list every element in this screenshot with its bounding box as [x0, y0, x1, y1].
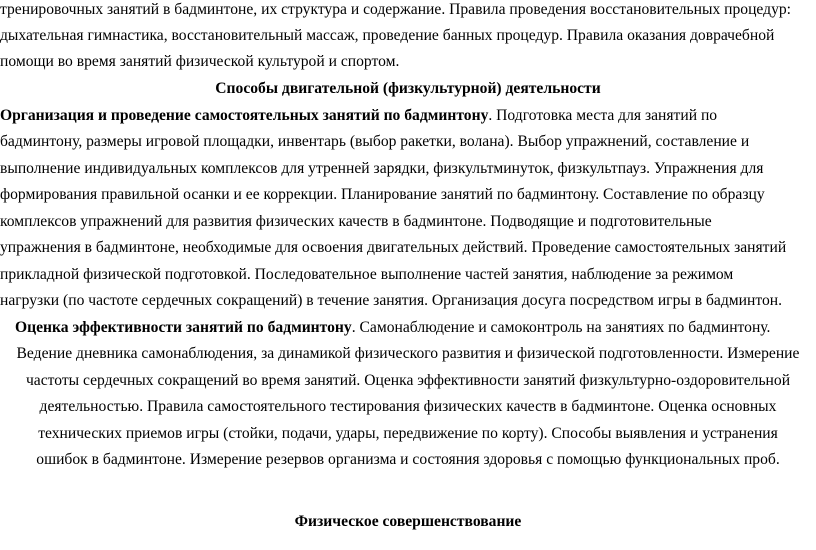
paragraph-line: формирования правильной осанки и ее коррекции. Планирование занятий по бадминтону. Составление по образцу: [0, 186, 765, 203]
paragraph-line: нагрузки (по частоте сердечных сокращений) в течение занятия. Организация досуга посредством игры в бадминтон.: [0, 292, 782, 309]
paragraph-line: деятельностью. Правила самостоятельного тестирования физических качеств в бадминтоне. Оценка основных: [39, 398, 777, 415]
paragraph-line: тренировочных занятий в бадминтоне, их структура и содержание. Правила проведения восстановительных процедур:: [0, 1, 792, 18]
paragraph-line: прикладной физической подготовкой. Последовательное выполнение частей занятия, наблюдение за режимом: [0, 266, 734, 283]
paragraph-line: выполнение индивидуальных комплексов для утренней зарядки, физкультминуток, физкультпауз. Упражнения для: [0, 160, 764, 177]
paragraph-line: [0, 318, 816, 338]
section-heading: Способы двигательной (физкультурной) деятельности: [215, 80, 601, 97]
paragraph-line: комплексов упражнений для развития физических качеств в бадминтоне. Подводящие и подготовительные: [0, 213, 712, 230]
paragraph-text: . Подготовка места для занятий по: [488, 107, 718, 124]
subsection-heading: Оценка эффективности занятий по бадминтону: [15, 319, 352, 336]
paragraph-line: бадминтону, размеры игровой площадки, инвентарь (выбор ракетки, волана). Выбор упражнений, составление и: [0, 133, 750, 150]
section-heading: Физическое совершенствование: [294, 513, 522, 530]
paragraph-line: упражнения в бадминтоне, необходимые для освоения двигательных действий. Проведение самостоятельных занятий: [0, 239, 787, 256]
paragraph-line: частоты сердечных сокращений во время занятий. Оценка эффективности занятий физкультурно-оздоровительной: [25, 372, 791, 389]
paragraph-line: технических приемов игры (стойки, подачи, удары, передвижение по корту). Способы выявления и устранения: [38, 425, 778, 442]
paragraph-line: помощи во время занятий физической культурой и спортом.: [0, 53, 400, 70]
paragraph-line: Ведение дневника самонаблюдения, за динамикой физического развития и физической подготовленности. Измерение: [16, 345, 800, 362]
paragraph-text: . Самонаблюдение и самоконтроль на занятиях по бадминтону.: [351, 319, 771, 336]
paragraph-line: [0, 106, 816, 126]
paragraph-line: дыхательная гимнастика, восстановительный массаж, проведение банных процедур. Правила оказания доврачебной: [0, 27, 775, 44]
paragraph-line: ошибок в бадминтоне. Измерение резервов организма и состояния здоровья с помощью функциональных проб.: [36, 451, 780, 468]
subsection-heading: Организация и проведение самостоятельных занятий по бадминтону: [0, 107, 489, 124]
